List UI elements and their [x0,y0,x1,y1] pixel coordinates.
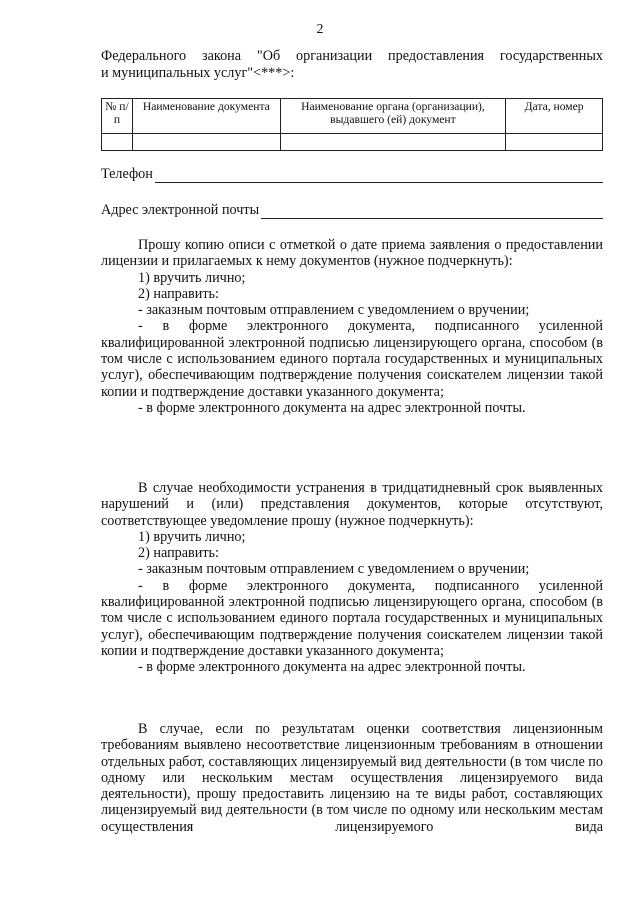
table-cell[interactable] [102,134,133,151]
phone-input-line[interactable] [155,168,603,183]
paragraph: В случае, если по результатам оценки соответствия лицензионным требованиям выявлено несоответствие лицензионным требованиям в отношении отдельных работ, составляющих лицензируемый вид деятельности (в том числе по одному или нескольким местам осуществления лицензируемого вида деятельности), прошу предоставить лицензию на те виды работ, составляющих лицензируемый вид деятельности (в том числе по одному или нескольким местам осуществления лицензируемого вида [101,721,603,835]
email-field [101,202,603,219]
phone-field [101,166,603,183]
option-registered-mail: - заказным почтовым отправлением с уведомлением о вручении; [138,302,530,319]
paragraph: В случае необходимости устранения в тридцатидневный срок выявленных нарушений и (или) представления документов, которые отсутствуют, соответствующее уведомление прошу (нужное подчеркнуть): [101,480,603,529]
block-partial-license [101,721,603,835]
table-header-row [102,99,603,134]
email-label: Адрес электронной почты [101,202,260,218]
intro-line-1: Федерального закона "Об организации предоставления государственных [101,48,603,64]
paragraph: Прошу копию описи с отметкой о дате приема заявления о предоставлении лицензии и прилагаемых к нему документов (нужное подчеркнуть): [101,237,603,270]
table-header-cell: Наименование органа (организации), выдавшего (ей) документ [280,99,505,134]
block-copy-of-inventory [101,237,603,416]
page-number: 2 [316,22,324,37]
option-send: 2) направить: [138,545,219,562]
table-header-cell: Наименование документа [132,99,280,134]
documents-table [101,98,603,151]
table-cell[interactable] [506,134,603,151]
email-input-line[interactable] [261,204,603,219]
option-electronic-signed: - в форме электронного документа, подписанного усиленной квалифицированной электронной подписью лицензирующего органа, способом (в том числе с использованием единого портала государственных и муниципальных услуг), обеспечивающим подтверждение получения соискателем лицензии такой копии и подтверждение доставки указанного документа; [101,318,603,400]
option-send: 2) направить: [138,285,219,302]
phone-label: Телефон [101,166,153,182]
table-cell[interactable] [280,134,505,151]
option-hand-deliver: 1) вручить лично; [138,269,246,286]
option-email: - в форме электронного документа на адрес электронной почты. [138,399,526,416]
option-registered-mail: - заказным почтовым отправлением с уведомлением о вручении; [138,561,530,578]
table-header-cell: Дата, номер [506,99,603,134]
option-electronic-signed: - в форме электронного документа, подписанного усиленной квалифицированной электронной подписью лицензирующего органа, способом (в том числе с использованием единого портала государственных и муниципальных услуг), обеспечивающим подтверждение получения соискателем лицензии такой копии и подтверждение доставки указанного документа; [101,577,603,659]
table-row [102,134,603,151]
option-email: - в форме электронного документа на адрес электронной почты. [138,659,526,676]
intro-line-2: и муниципальных услуг"<***>: [101,65,295,81]
table-cell[interactable] [132,134,280,151]
table-header-cell: № п/п [102,99,133,134]
block-violations-notice [101,480,603,676]
option-hand-deliver: 1) вручить лично; [138,528,246,545]
